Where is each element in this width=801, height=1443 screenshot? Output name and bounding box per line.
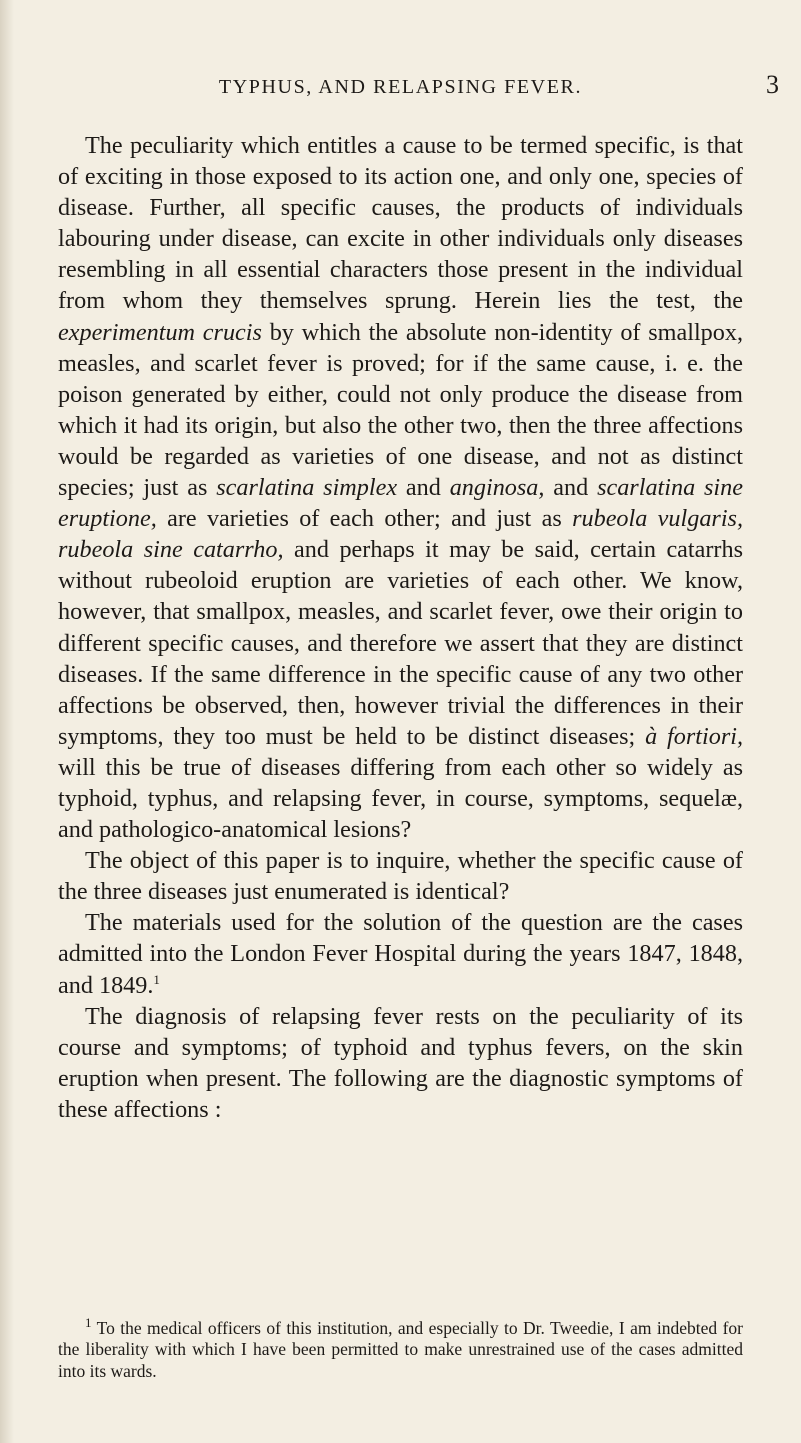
gutter-shadow bbox=[0, 0, 14, 1443]
paragraph-2: The object of this paper is to inquire, whether the specific cause of the three diseases just enumerated is identical? bbox=[58, 847, 743, 906]
running-head: TYPHUS, AND RELAPSING FEVER. bbox=[218, 76, 583, 98]
page-number: 3 bbox=[766, 70, 779, 99]
paragraph-3: The materials used for the solution of the question are the cases admitted into the London Fever Hospital during the years 1847, 1848, and 1849.$^1$ bbox=[58, 909, 743, 999]
paragraph-1: The peculiarity which entitles a cause to be termed specific, is that of exciting in those exposed to its action one, and only one, species of disease. Further, all specific causes, the products of individuals labouring under disease, can excite in other individuals only diseases resembling in all essential characters those present in the individual from whom they themselves sprung. Herein lies the test, the experimentum crucis by which the absolute non-identity of smallpox, measles, and scarlet fever is proved; for if the same cause, i. e. the poison generated by either, could not only produce the disease from which it had its origin, but also the other two, then the three affections would be regarded as varieties of one disease, and not as distinct species; just as scarlatina simplex and anginosa, and scarlatina sine eruptione, are varieties of each other; and just as rubeola vulgaris, rubeola sine catarrho, and perhaps it may be said, certain catarrhs without rubeoloid eruption are varieties of each other. We know, however, that smallpox, measles, and scarlet fever, owe their origin to different specific causes, and therefore we assert that they are distinct diseases. If the same difference in the specific cause of any two other affections be observed, then, however trivial the differences in their symptoms, they too must be held to be distinct diseases; à fortiori, will this be true of diseases differing from each other so widely as typhoid, typhus, and relapsing fever, in course, symptoms, sequelæ, and pathologico-anatomical lesions? bbox=[58, 132, 743, 844]
footnote-mark: 1 bbox=[85, 1315, 92, 1331]
body-text bbox=[58, 130, 743, 1125]
footnote bbox=[58, 1315, 743, 1382]
footnote-text: To the medical officers of this institution, and especially to Dr. Tweedie, I am indebted for the liberality with which I have been permitted to make unrestrained use of the cases admitted into its wards. bbox=[58, 1318, 743, 1381]
footnote-reference: 1 bbox=[153, 971, 160, 987]
paragraph-4: The diagnosis of relapsing fever rests on the peculiarity of its course and symptoms; of typhoid and typhus fevers, on the skin eruption when present. The following are the diagnostic symptoms of these affections : bbox=[58, 1002, 743, 1123]
